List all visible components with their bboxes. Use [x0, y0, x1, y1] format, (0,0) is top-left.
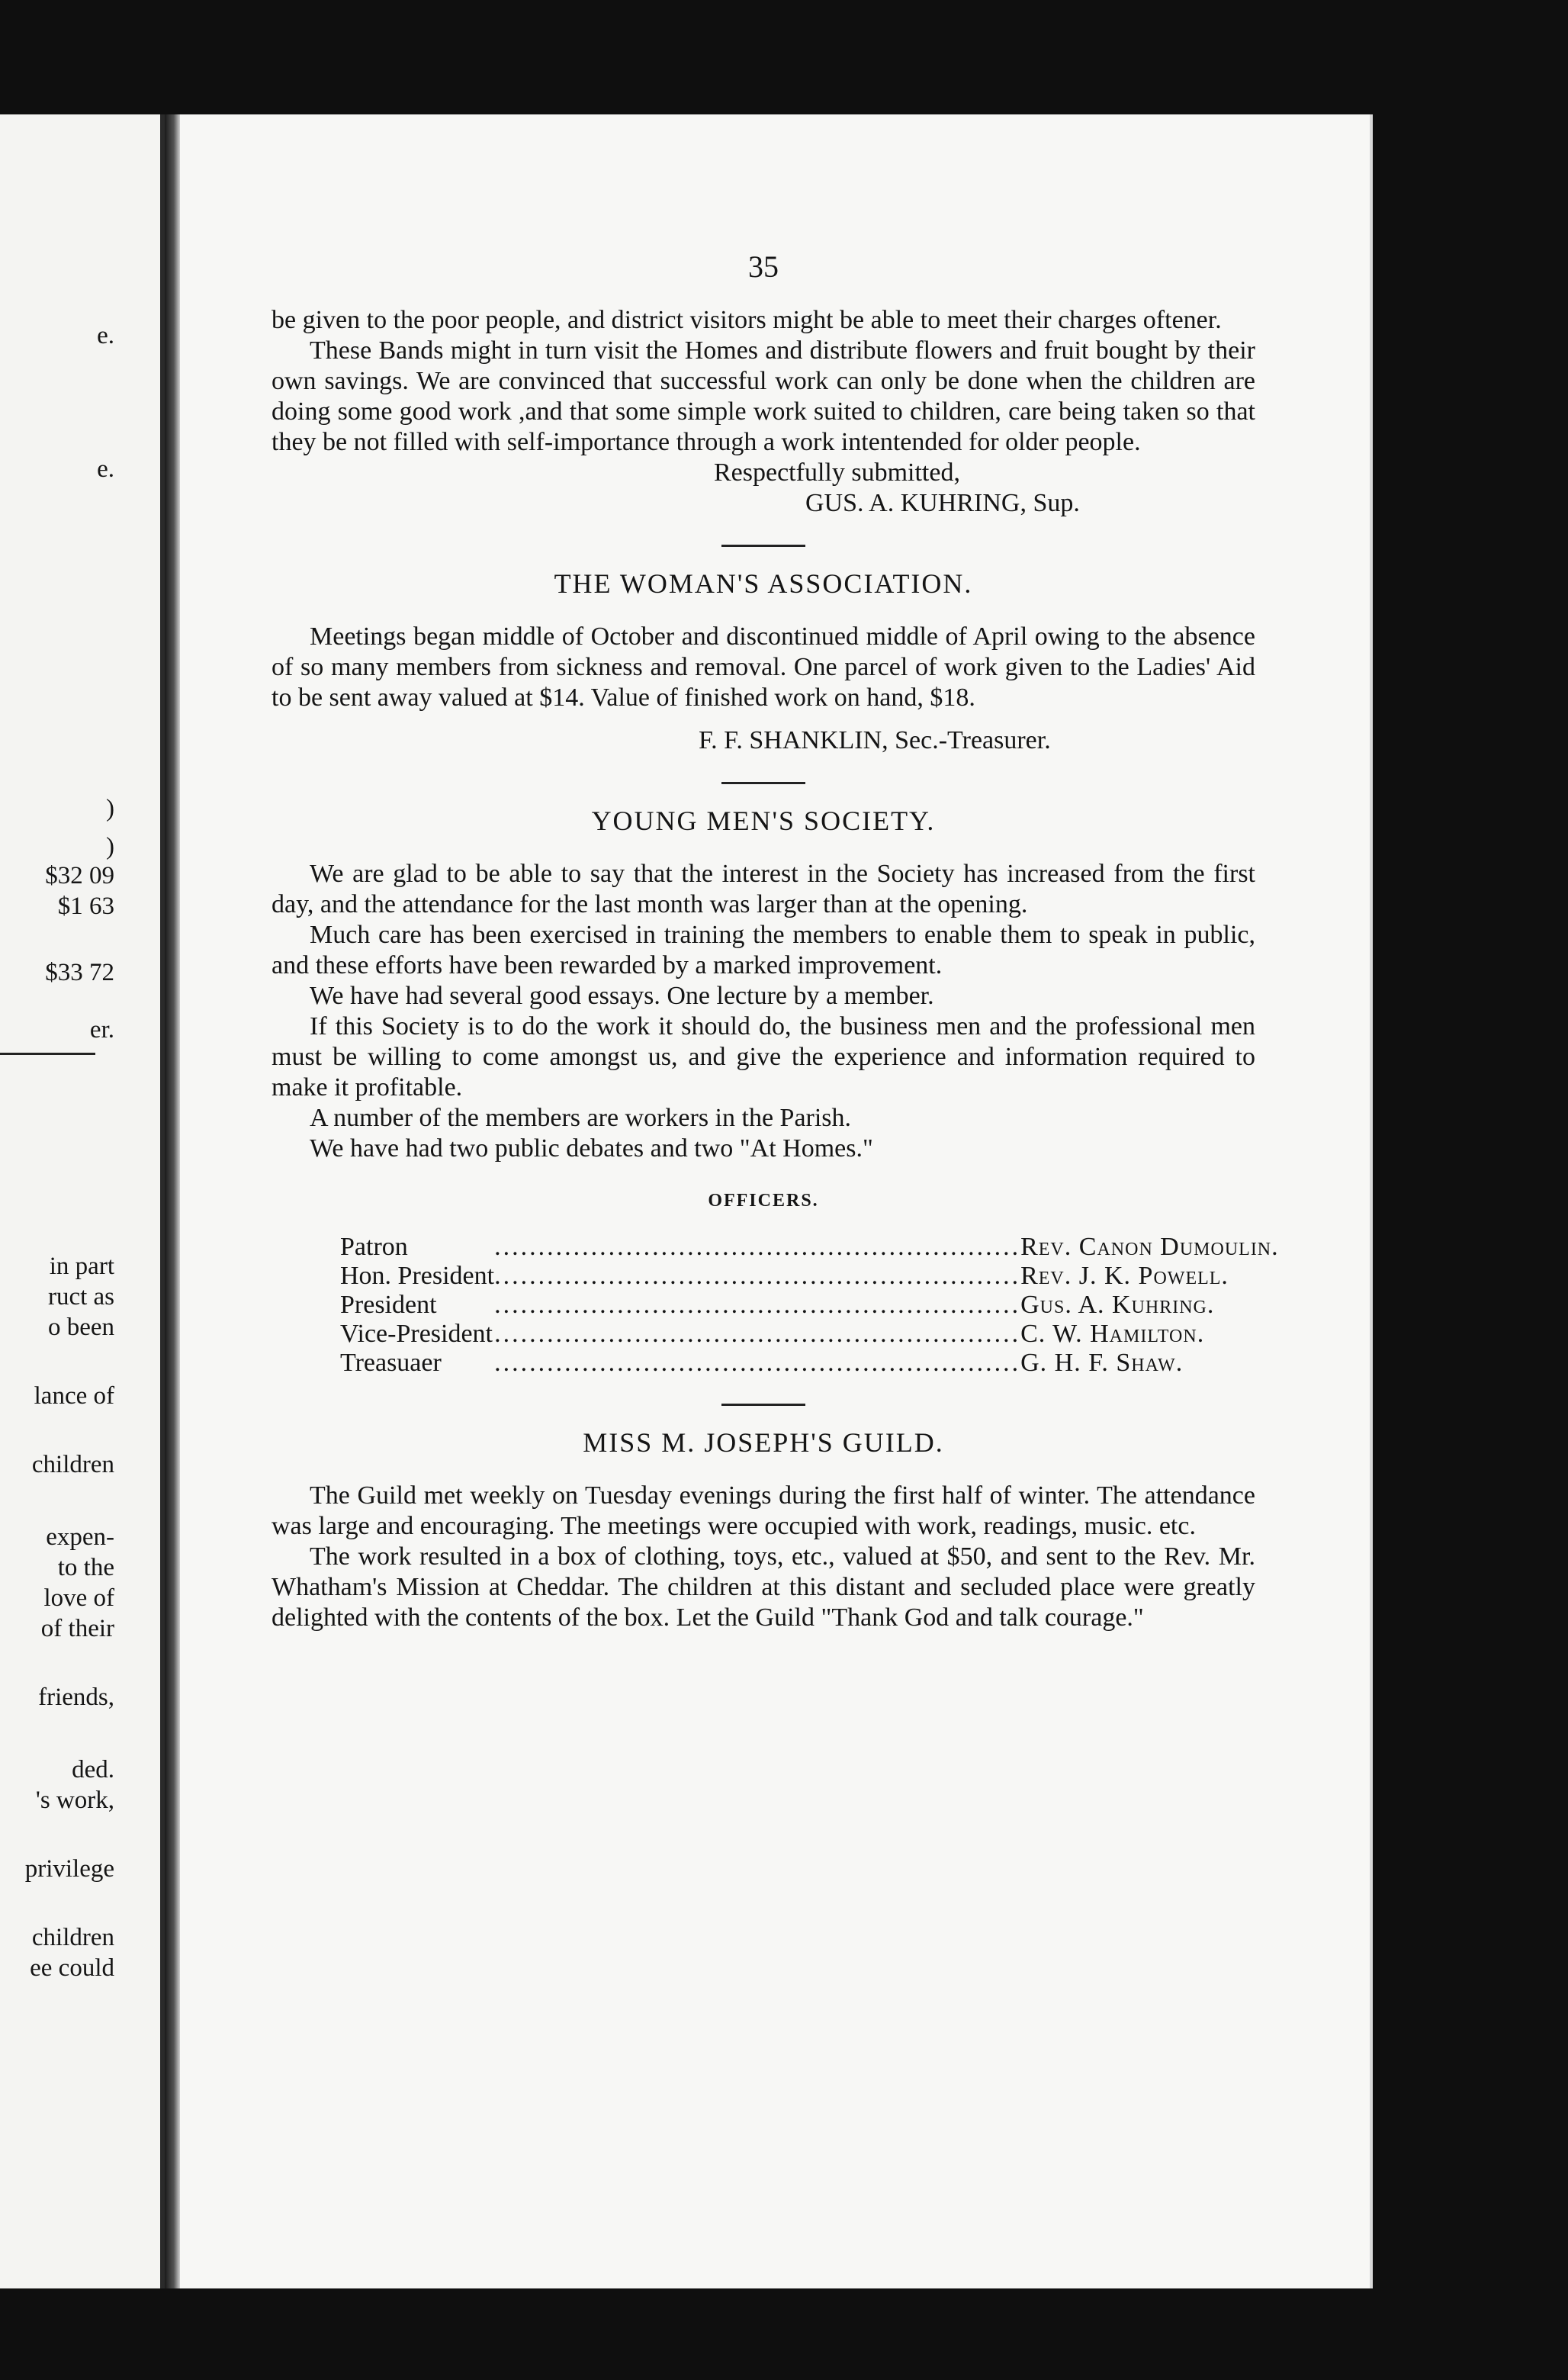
left-page-text-fragment: ded. — [72, 1756, 114, 1783]
left-page-text-fragment: children — [31, 1924, 114, 1951]
left-page-text-fragment: er. — [89, 1016, 114, 1044]
officers-table — [340, 1233, 1279, 1378]
section-divider — [721, 545, 805, 547]
left-page-text-fragment: friends, — [38, 1684, 114, 1711]
left-page-text-fragment: lance of — [34, 1382, 114, 1410]
page-content — [272, 249, 1279, 1633]
ymc-paragraph-6: We have had two public debates and two "At Homes." — [310, 1134, 873, 1163]
ymc-paragraph-1: We are glad to be able to say that the interest in the Society has increased from the first day, and the attendance for the last month was larger than at the opening. — [272, 860, 1255, 918]
book-spine — [165, 114, 180, 2288]
ymc-paragraph-3: We have had several good essays. One lecture by a member. — [310, 982, 934, 1010]
left-page-text-fragment: ee could — [30, 1954, 114, 1982]
officer-row — [340, 1349, 1279, 1378]
left-page-text-fragment: in part — [49, 1253, 114, 1280]
intro-paragraph-1: be given to the poor people, and district visitors might be able to meet their charges oftener. — [272, 306, 1222, 334]
leader-dots: ............................................................ — [494, 1233, 1021, 1261]
section-heading-guild: MISS M. JOSEPH'S GUILD. — [583, 1427, 944, 1458]
leader-dots: ............................................................ — [494, 1291, 1021, 1319]
left-page-text-fragment: o been — [47, 1314, 114, 1341]
page-number: 35 — [748, 249, 779, 284]
officer-row — [340, 1262, 1279, 1291]
left-page-text-fragment: expen- — [46, 1523, 114, 1551]
closing-line: Respectfully submitted, — [714, 458, 960, 487]
guild-paragraph-1: The Guild met weekly on Tuesday evenings during the first half of winter. The attendance was large and encouraging. The meetings were occupied with work, readings, music. etc. — [272, 1481, 1255, 1540]
officers-heading: OFFICERS. — [708, 1191, 819, 1211]
left-page-text-fragment: $1 63 — [57, 892, 114, 920]
section-divider — [721, 1404, 805, 1406]
left-page-text-fragment: of their — [40, 1615, 114, 1642]
section-heading-young-mens-society: YOUNG MEN'S SOCIETY. — [591, 806, 936, 836]
leader-dots: ............................................................ — [494, 1262, 1021, 1290]
left-page-text-fragment: e. — [97, 455, 114, 483]
guild-paragraph-2: The work resulted in a box of clothing, toys, etc., valued at $50, and sent to the Rev. Mr. Whatham's Mission at Cheddar. The children at this distant and secluded place were greatly delighted with the contents of the box. Let the Guild "Thank God and talk courage." — [272, 1542, 1255, 1632]
signature-kuhring: GUS. A. KUHRING, Sup. — [805, 489, 1080, 517]
signature-shanklin: F. F. SHANKLIN, Sec.-Treasurer. — [699, 726, 1051, 754]
officer-role: Treasuaer — [340, 1349, 442, 1377]
leader-dots: ............................................................ — [494, 1320, 1021, 1348]
intro-paragraph-2: These Bands might in turn visit the Homes and distribute flowers and fruit bought by their own savings. We are convinced that successful work can only be done when the children are doing some good work ,and that some simple work suited to children, care being taken so that they be not filled with self-importance through a work intentended for older people. — [272, 336, 1255, 456]
officer-role: Patron — [340, 1233, 408, 1261]
left-page-text-fragment: $33 72 — [45, 959, 114, 986]
officer-row — [340, 1291, 1279, 1320]
officer-name: G. H. F. Shaw. — [1020, 1349, 1184, 1377]
left-page-text-fragment: ) — [106, 795, 114, 822]
ymc-paragraph-5: A number of the members are workers in the Parish. — [310, 1104, 852, 1132]
officer-name: Rev. J. K. Powell. — [1020, 1262, 1229, 1290]
officer-row — [340, 1320, 1279, 1349]
ymc-paragraph-2: Much care has been exercised in training the members to enable them to speak in public, and these efforts have been rewarded by a marked improvement. — [272, 921, 1255, 979]
womans-association-paragraph: Meetings began middle of October and discontinued middle of April owing to the absence of so many members from sickness and removal. One parcel of work given to the Ladies' Aid to be sent away valued at $14. Value of finished work on hand, $18. — [272, 622, 1255, 712]
officer-name: Rev. Canon Dumoulin. — [1020, 1233, 1279, 1261]
left-page-text-fragment: children — [31, 1451, 114, 1478]
officer-role: Hon. President — [340, 1262, 495, 1290]
left-page-text-fragment: $32 09 — [45, 862, 114, 889]
left-page-text-fragment: love of — [43, 1584, 114, 1612]
left-page-text-fragment: to the — [57, 1554, 114, 1581]
officer-name: C. W. Hamilton. — [1020, 1320, 1205, 1348]
officer-row — [340, 1233, 1279, 1262]
leader-dots: ............................................................ — [494, 1349, 1021, 1377]
section-divider — [721, 782, 805, 784]
left-page-fragment — [0, 114, 165, 2288]
left-page-text-fragment: e. — [97, 322, 114, 349]
left-page-text-fragment: ruct as — [47, 1283, 114, 1311]
left-page-text-fragment: privilege — [24, 1855, 114, 1883]
left-page-text-fragment: ) — [106, 833, 114, 860]
section-heading-womans-association: THE WOMAN'S ASSOCIATION. — [554, 568, 973, 599]
officer-role: President — [340, 1291, 437, 1319]
right-page — [180, 114, 1370, 2288]
left-page-text-fragment: 's work, — [35, 1787, 114, 1814]
ymc-paragraph-4: If this Society is to do the work it should do, the business men and the professional men must be willing to come amongst us, and give the experience and information required to make it profitable. — [272, 1012, 1255, 1102]
officer-name: Gus. A. Kuhring. — [1020, 1291, 1215, 1319]
left-page-sum-rule — [0, 1053, 95, 1055]
officer-role: Vice-President — [340, 1320, 493, 1348]
